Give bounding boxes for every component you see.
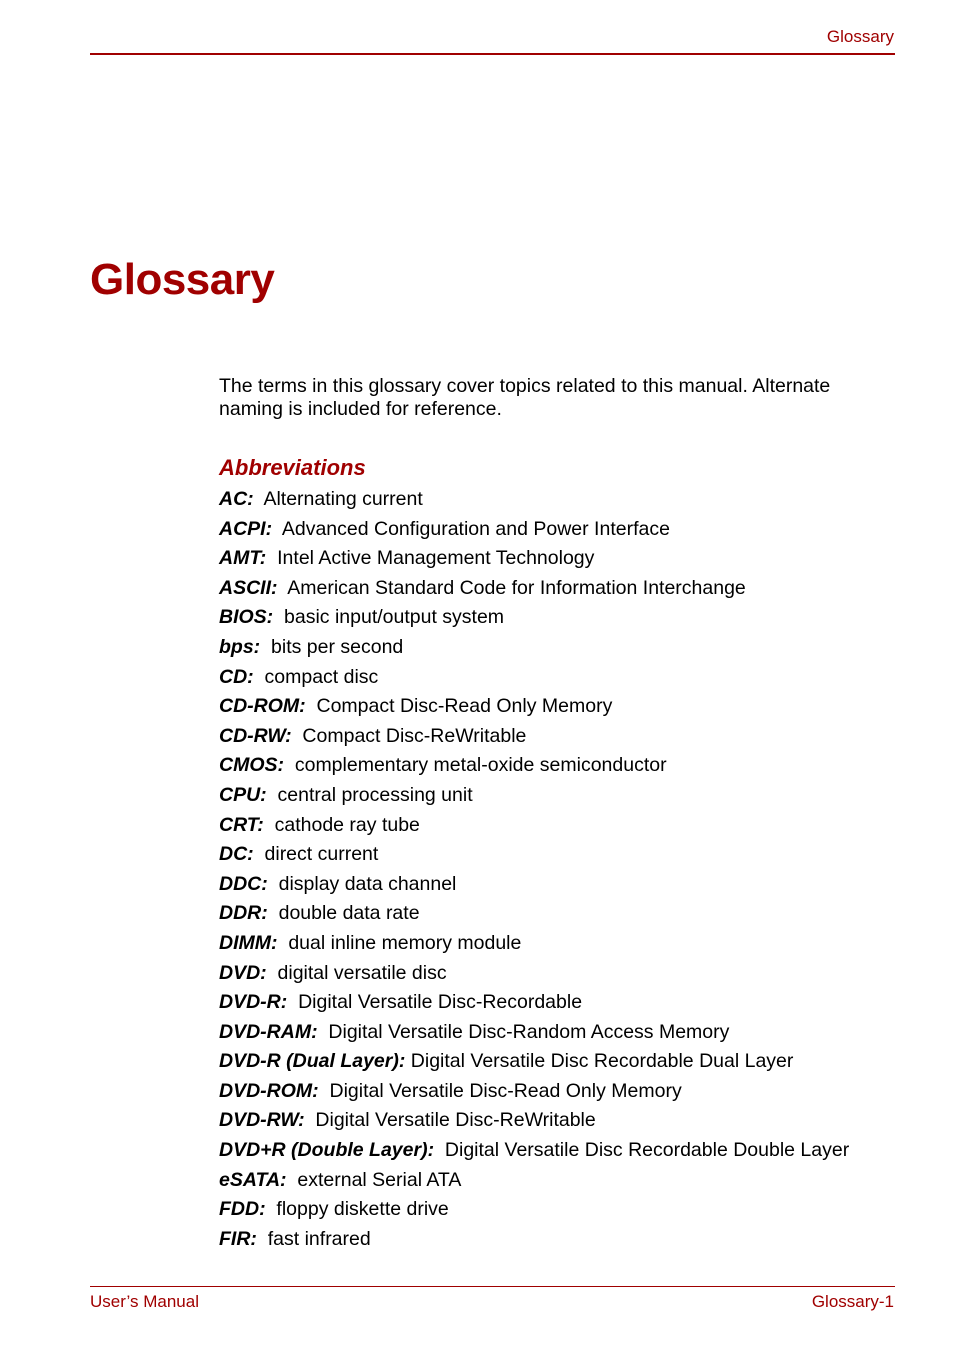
header-divider xyxy=(90,53,895,55)
abbreviation-term: DIMM: xyxy=(219,931,278,954)
abbreviation-definition: American Standard Code for Information Interchange xyxy=(287,576,746,599)
abbreviation-term: AC: xyxy=(219,488,254,510)
abbreviation-definition: bits per second xyxy=(271,635,404,658)
abbreviation-definition: Digital Versatile Disc-Recordable xyxy=(298,991,583,1014)
abbreviation-definition: Intel Active Management Technology xyxy=(277,547,595,570)
footer-page-number: Glossary-1 xyxy=(811,1292,894,1311)
abbreviation-entry xyxy=(219,988,895,1018)
abbreviation-definition: complementary metal-oxide semiconductor xyxy=(294,754,667,777)
abbreviation-definition: Digital Versatile Disc-ReWritable xyxy=(315,1109,596,1132)
abbreviation-entry xyxy=(219,663,895,693)
abbreviation-definition: Digital Versatile Disc-Random Access Memory xyxy=(328,1020,730,1043)
abbreviation-definition: digital versatile disc xyxy=(277,961,447,984)
abbreviation-definition: double data rate xyxy=(278,902,420,925)
abbreviation-term: DVD+R (Double Layer): xyxy=(219,1139,435,1162)
abbreviation-definition: dual inline memory module xyxy=(288,931,522,954)
abbreviation-definition: Digital Versatile Disc-Read Only Memory xyxy=(329,1079,682,1102)
abbreviation-entry xyxy=(219,840,895,870)
abbreviation-term: CMOS: xyxy=(219,754,284,777)
abbreviation-entry xyxy=(219,870,895,900)
abbreviation-term: ASCII: xyxy=(219,576,278,599)
abbreviation-term: CPU: xyxy=(219,783,267,806)
abbreviation-entry xyxy=(219,544,895,574)
abbreviation-term: DVD-ROM: xyxy=(219,1079,319,1102)
abbreviation-term: DC: xyxy=(219,843,254,866)
abbreviation-definition: cathode ray tube xyxy=(274,813,420,836)
abbreviation-term: CD-ROM: xyxy=(219,695,306,718)
abbreviation-term: FIR: xyxy=(219,1227,257,1250)
abbreviation-definition: basic input/output system xyxy=(284,606,505,629)
abbreviation-entry xyxy=(219,1077,895,1107)
abbreviation-term: ACPI: xyxy=(219,517,273,540)
running-header: Glossary xyxy=(826,27,894,46)
abbreviation-entry xyxy=(219,781,895,811)
abbreviation-term: AMT: xyxy=(219,547,267,570)
abbreviation-term: CD: xyxy=(219,665,254,688)
footer-divider xyxy=(90,1286,895,1287)
abbreviation-definition: central processing unit xyxy=(277,783,473,806)
abbreviation-entry xyxy=(219,1136,895,1166)
abbreviation-entry xyxy=(219,1018,895,1048)
abbreviation-definition: Alternating current xyxy=(263,488,423,510)
abbreviation-entry xyxy=(219,811,895,841)
abbreviation-definition: Digital Versatile Disc Recordable Dual Layer xyxy=(410,1050,794,1073)
abbreviation-term: DVD-RAM: xyxy=(219,1020,318,1043)
abbreviation-definition: Advanced Configuration and Power Interface xyxy=(281,517,670,540)
glossary-content xyxy=(219,375,895,1254)
abbreviation-definition: Compact Disc-Read Only Memory xyxy=(316,695,613,718)
abbreviation-term: eSATA: xyxy=(219,1168,287,1191)
abbreviation-term: DVD-R (Dual Layer): xyxy=(219,1050,406,1073)
abbreviation-term: bps: xyxy=(219,635,261,658)
abbreviation-entry xyxy=(219,722,895,752)
abbreviation-term: DVD: xyxy=(219,961,267,984)
abbreviation-definition: Compact Disc-ReWritable xyxy=(302,724,527,747)
abbreviation-term: CD-RW: xyxy=(219,724,292,747)
abbreviation-entry xyxy=(219,692,895,722)
abbreviation-term: CRT: xyxy=(219,813,264,836)
abbreviation-entry xyxy=(219,515,895,545)
abbreviation-entry xyxy=(219,485,895,515)
abbreviation-entry xyxy=(219,1106,895,1136)
abbreviation-definition: compact disc xyxy=(264,665,379,688)
abbreviation-term: DDC: xyxy=(219,872,268,895)
abbreviation-entry xyxy=(219,899,895,929)
abbreviation-entry xyxy=(219,959,895,989)
abbreviation-entry xyxy=(219,929,895,959)
abbreviations-list xyxy=(219,485,895,1254)
abbreviation-term: BIOS: xyxy=(219,606,274,629)
abbreviations-heading: Abbreviations xyxy=(219,455,366,480)
abbreviation-definition: fast infrared xyxy=(267,1227,371,1250)
abbreviation-term: DDR: xyxy=(219,902,268,925)
abbreviation-entry xyxy=(219,1195,895,1225)
abbreviation-entry xyxy=(219,751,895,781)
abbreviation-entry xyxy=(219,603,895,633)
abbreviation-definition: floppy diskette drive xyxy=(276,1198,449,1221)
abbreviation-term: DVD-R: xyxy=(219,991,288,1014)
page-title: Glossary xyxy=(90,255,275,304)
abbreviation-entry xyxy=(219,574,895,604)
abbreviation-entry xyxy=(219,1047,895,1077)
abbreviation-entry xyxy=(219,1166,895,1196)
abbreviation-term: DVD-RW: xyxy=(219,1109,305,1132)
footer-manual-label: User’s Manual xyxy=(90,1292,199,1311)
abbreviation-term: FDD: xyxy=(219,1198,266,1221)
abbreviation-entry xyxy=(219,633,895,663)
intro-paragraph: The terms in this glossary cover topics related to this manual. Alternate naming is included for reference. xyxy=(219,375,831,420)
abbreviation-definition: Digital Versatile Disc Recordable Double Layer xyxy=(444,1139,850,1162)
abbreviation-definition: direct current xyxy=(264,843,379,866)
abbreviation-entry xyxy=(219,1225,895,1255)
abbreviation-definition: external Serial ATA xyxy=(297,1168,462,1191)
abbreviation-definition: display data channel xyxy=(278,872,457,895)
